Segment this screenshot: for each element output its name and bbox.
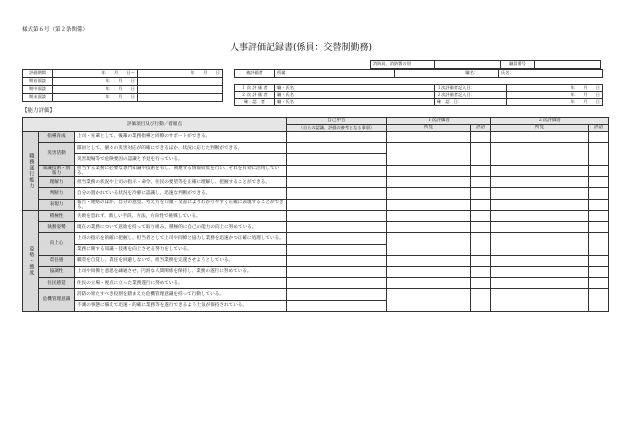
second-grade-cell[interactable] <box>589 278 609 289</box>
first-grade-cell[interactable] <box>471 188 491 199</box>
first-opinion-cell[interactable] <box>387 177 471 188</box>
first-opinion-cell[interactable] <box>387 211 471 222</box>
evaluation-row <box>23 211 609 222</box>
item-label: 住民感覚 <box>39 278 75 289</box>
evaluatee-dept[interactable]: 所属： <box>275 70 395 78</box>
group-label: 職務遂行能力 <box>23 132 39 211</box>
period-label: 評価期間 <box>23 70 53 78</box>
criterion-text: 現在の業務について意欲を持って取り組み、積極的に自己の能力の向上に努めている。 <box>75 222 287 233</box>
item-label: 理解力 <box>39 177 75 188</box>
first-grade-cell[interactable] <box>471 267 491 278</box>
item-label: 協調性 <box>39 267 75 278</box>
evaluator-date[interactable]: 年 月 日 <box>507 92 603 99</box>
evaluatee-name[interactable]: 氏名： <box>499 70 603 78</box>
item-label: 災害活動 <box>39 143 75 165</box>
second-opinion-header: 所見 <box>491 125 589 132</box>
period-end[interactable] <box>138 94 223 102</box>
group-label: 姿勢・態度 <box>23 211 39 312</box>
first-opinion-cell[interactable] <box>387 289 471 311</box>
item-label: 向上心 <box>39 233 75 255</box>
evaluation-row <box>23 222 609 233</box>
first-grade-cell[interactable] <box>471 289 491 311</box>
period-start[interactable]: 年 月 日 <box>53 94 138 102</box>
second-opinion-cell[interactable] <box>491 165 589 177</box>
evaluator-label: ２ 次 評 価 者 <box>235 92 275 99</box>
item-label: 責任感 <box>39 255 75 266</box>
second-opinion-cell[interactable] <box>491 233 589 255</box>
second-opinion-cell[interactable] <box>491 199 589 211</box>
period-row <box>23 78 223 86</box>
first-opinion-cell[interactable] <box>387 222 471 233</box>
self-column-header: 自己申告 <box>287 118 387 125</box>
second-evaluator-header: ２次評価者 <box>491 118 609 125</box>
evaluation-row <box>23 233 609 244</box>
evaluation-row <box>23 188 609 199</box>
first-grade-cell[interactable] <box>471 255 491 266</box>
criterion-text: 住民の立場・視点に立った業務遂行に努めている。 <box>75 278 287 289</box>
item-label: 危機管理意識 <box>39 289 75 311</box>
first-grade-cell[interactable] <box>471 233 491 255</box>
evaluation-row <box>23 289 609 300</box>
self-assessment-cell[interactable] <box>287 154 387 165</box>
item-label: 表現力 <box>39 199 75 211</box>
evaluation-row <box>23 255 609 266</box>
second-grade-cell[interactable] <box>589 199 609 211</box>
first-opinion-header: 所見 <box>387 125 471 132</box>
self-assessment-cell[interactable] <box>287 211 387 222</box>
self-assessment-cell[interactable] <box>287 289 387 300</box>
second-opinion-cell[interactable] <box>491 289 589 311</box>
period-label: 期中面談 <box>23 86 53 94</box>
self-assessment-cell[interactable] <box>287 177 387 188</box>
period-start[interactable]: 年 月 日～ <box>53 70 138 78</box>
evaluatee-table <box>234 69 603 78</box>
second-grade-cell[interactable] <box>589 188 609 199</box>
second-opinion-cell[interactable] <box>491 188 589 199</box>
second-grade-cell[interactable] <box>589 143 609 165</box>
second-grade-cell[interactable] <box>589 132 609 143</box>
first-evaluator-header: １次評価者 <box>387 118 491 125</box>
section-title: 【能力評価】 <box>22 108 56 114</box>
ability-evaluation-table <box>22 117 609 312</box>
second-opinion-cell[interactable] <box>491 222 589 233</box>
self-assessment-cell[interactable] <box>287 188 387 199</box>
item-label: 判断力 <box>39 188 75 199</box>
first-grade-cell[interactable] <box>471 143 491 165</box>
first-grade-header: 評語 <box>471 125 491 132</box>
evaluation-row <box>23 165 609 177</box>
first-opinion-cell[interactable] <box>387 233 471 255</box>
self-assessment-cell[interactable] <box>287 300 387 311</box>
item-label: 執務姿勢 <box>39 222 75 233</box>
first-grade-cell[interactable] <box>471 222 491 233</box>
evaluator-date-label: 確 認 日： <box>435 99 507 106</box>
second-grade-cell[interactable] <box>589 222 609 233</box>
evaluator-name-field[interactable]: 職・氏名 <box>275 99 435 106</box>
evaluator-date-label: １次評価者記入日： <box>435 85 507 92</box>
self-assessment-cell[interactable] <box>287 132 387 143</box>
item-column-header: 評価項目及び行動／着眼点 <box>23 118 287 132</box>
criterion-text: 担当する業務に必要な専門知識や技術を有し、関連する情報収集を行い、それを有効に活用している。 <box>75 165 287 177</box>
evaluatee-label: 被評価者 <box>235 70 275 78</box>
period-end[interactable] <box>138 78 223 86</box>
first-opinion-cell[interactable] <box>387 255 471 266</box>
second-grade-cell[interactable] <box>589 165 609 177</box>
criterion-text: 消防の果たすべき役割を踏まえた危機管理意識を持って行動している。 <box>75 289 287 300</box>
evaluator-row <box>235 85 603 92</box>
self-column-subheader: （自らの認識、評価の参考となる事項） <box>287 125 387 132</box>
second-grade-cell[interactable] <box>589 177 609 188</box>
second-opinion-cell[interactable] <box>491 255 589 266</box>
evaluator-label: １ 次 評 価 者 <box>235 85 275 92</box>
second-opinion-cell[interactable] <box>491 267 589 278</box>
first-grade-cell[interactable] <box>471 165 491 177</box>
period-label: 期首面談 <box>23 78 53 86</box>
evaluator-name-field[interactable]: 職・氏名 <box>275 92 435 99</box>
period-row <box>23 70 223 78</box>
criterion-text: 職責を自覚し、責任を回避しないで、担当業務を完遂させようとしている。 <box>75 255 287 266</box>
evaluator-date[interactable]: 年 月 日 <box>507 99 603 106</box>
evaluator-name-field[interactable]: 職・氏名 <box>275 85 435 92</box>
first-opinion-cell[interactable] <box>387 165 471 177</box>
self-assessment-cell[interactable] <box>287 165 387 177</box>
second-opinion-cell[interactable] <box>491 143 589 165</box>
criterion-text: 担当業務の状況や上司の指示・命令、住民の要望等を正確に理解し、把握することができる。 <box>75 177 287 188</box>
evaluator-row <box>235 99 603 106</box>
evaluators-table <box>234 84 603 106</box>
evaluation-row <box>23 143 609 154</box>
second-grade-cell[interactable] <box>589 289 609 311</box>
evaluator-label: 確 認 者 <box>235 99 275 106</box>
item-label: 知識技術・情報力 <box>39 165 75 177</box>
first-grade-cell[interactable] <box>471 211 491 222</box>
evaluation-row <box>23 132 609 143</box>
period-end[interactable]: 年 月 日 <box>138 70 223 78</box>
period-start[interactable]: 年 月 日 <box>53 86 138 94</box>
self-assessment-cell[interactable] <box>287 233 387 244</box>
department-staff-table <box>370 60 601 69</box>
self-assessment-cell[interactable] <box>287 267 387 278</box>
criterion-text: 隊員として、個々の災害対応が的確にできるほか、状況に応じた判断ができる。 <box>75 143 287 154</box>
period-start[interactable]: 年 月 日 <box>53 78 138 86</box>
period-row <box>23 86 223 94</box>
evaluator-date[interactable]: 年 月 日 <box>507 85 603 92</box>
self-assessment-cell[interactable] <box>287 222 387 233</box>
second-grade-cell[interactable] <box>589 267 609 278</box>
criterion-text: 自分の置かれている状況を冷静に認識し、迅速な判断ができる。 <box>75 188 287 199</box>
staff-number-label: 職員番号 <box>501 61 535 69</box>
criterion-text: 不測の事態に備えて迅速・的確に業務等を遂行できるよう士気が保持されている。 <box>75 300 287 311</box>
period-label: 期末面談 <box>23 94 53 102</box>
self-assessment-cell[interactable] <box>287 143 387 154</box>
second-opinion-cell[interactable] <box>491 177 589 188</box>
first-grade-cell[interactable] <box>471 177 491 188</box>
department-value[interactable] <box>435 61 501 69</box>
self-assessment-cell[interactable] <box>287 255 387 266</box>
period-end[interactable] <box>138 86 223 94</box>
criterion-text: 上司・先輩として、後輩の業務指導と同僚のサポートができる。 <box>75 132 287 143</box>
self-assessment-cell[interactable] <box>287 244 387 255</box>
second-grade-header: 評語 <box>589 125 609 132</box>
criterion-text: 上司の指示を的確に把握し、担当者として上司や同僚と協力し業務を迅速かつ正確に処理している。 <box>75 233 287 244</box>
criterion-text: 業務に関する知識・技術を向上させる努力をしている。 <box>75 244 287 255</box>
first-opinion-cell[interactable] <box>387 267 471 278</box>
first-opinion-cell[interactable] <box>387 132 471 143</box>
first-opinion-cell[interactable] <box>387 188 471 199</box>
item-label: 積極性 <box>39 211 75 222</box>
criterion-text: 上司や同僚と意思を疎通させ、円滑な人間関係を保持し、業務の遂行に努めている。 <box>75 267 287 278</box>
evaluation-row <box>23 267 609 278</box>
self-assessment-cell[interactable] <box>287 199 387 211</box>
second-grade-cell[interactable] <box>589 211 609 222</box>
second-opinion-cell[interactable] <box>491 211 589 222</box>
department-label: 消防局、消防署の別 <box>371 61 435 69</box>
evaluator-row <box>235 92 603 99</box>
second-opinion-cell[interactable] <box>491 132 589 143</box>
first-grade-cell[interactable] <box>471 199 491 211</box>
evaluation-row <box>23 177 609 188</box>
second-grade-cell[interactable] <box>589 255 609 266</box>
first-opinion-cell[interactable] <box>387 199 471 211</box>
criterion-text: 災害現場等で危険要因の認識と予見を行っている。 <box>75 154 287 165</box>
evaluation-row <box>23 278 609 289</box>
first-grade-cell[interactable] <box>471 278 491 289</box>
first-grade-cell[interactable] <box>471 132 491 143</box>
page-title: 人事評価記録書(係員：交替制勤務) <box>230 43 373 53</box>
first-opinion-cell[interactable] <box>387 143 471 165</box>
second-grade-cell[interactable] <box>589 233 609 255</box>
evaluatee-position[interactable]: 職名： <box>395 70 499 78</box>
criterion-text: 失敗を恐れず、新しい手段、方法、方向性で挑戦している。 <box>75 211 287 222</box>
period-table <box>22 69 223 102</box>
form-number: 様式第６号（第２条関係） <box>22 27 89 33</box>
item-label: 指導育成 <box>39 132 75 143</box>
evaluator-date-label: ２次評価者記入日： <box>435 92 507 99</box>
period-row <box>23 94 223 102</box>
second-opinion-cell[interactable] <box>491 278 589 289</box>
staff-number-value[interactable] <box>535 61 601 69</box>
first-opinion-cell[interactable] <box>387 278 471 289</box>
criterion-text: 報告・連絡のほか、自分の意見、考え方を口頭・文書によりわかりやすく正確に表現することができる。 <box>75 199 287 211</box>
evaluation-row <box>23 199 609 211</box>
self-assessment-cell[interactable] <box>287 278 387 289</box>
